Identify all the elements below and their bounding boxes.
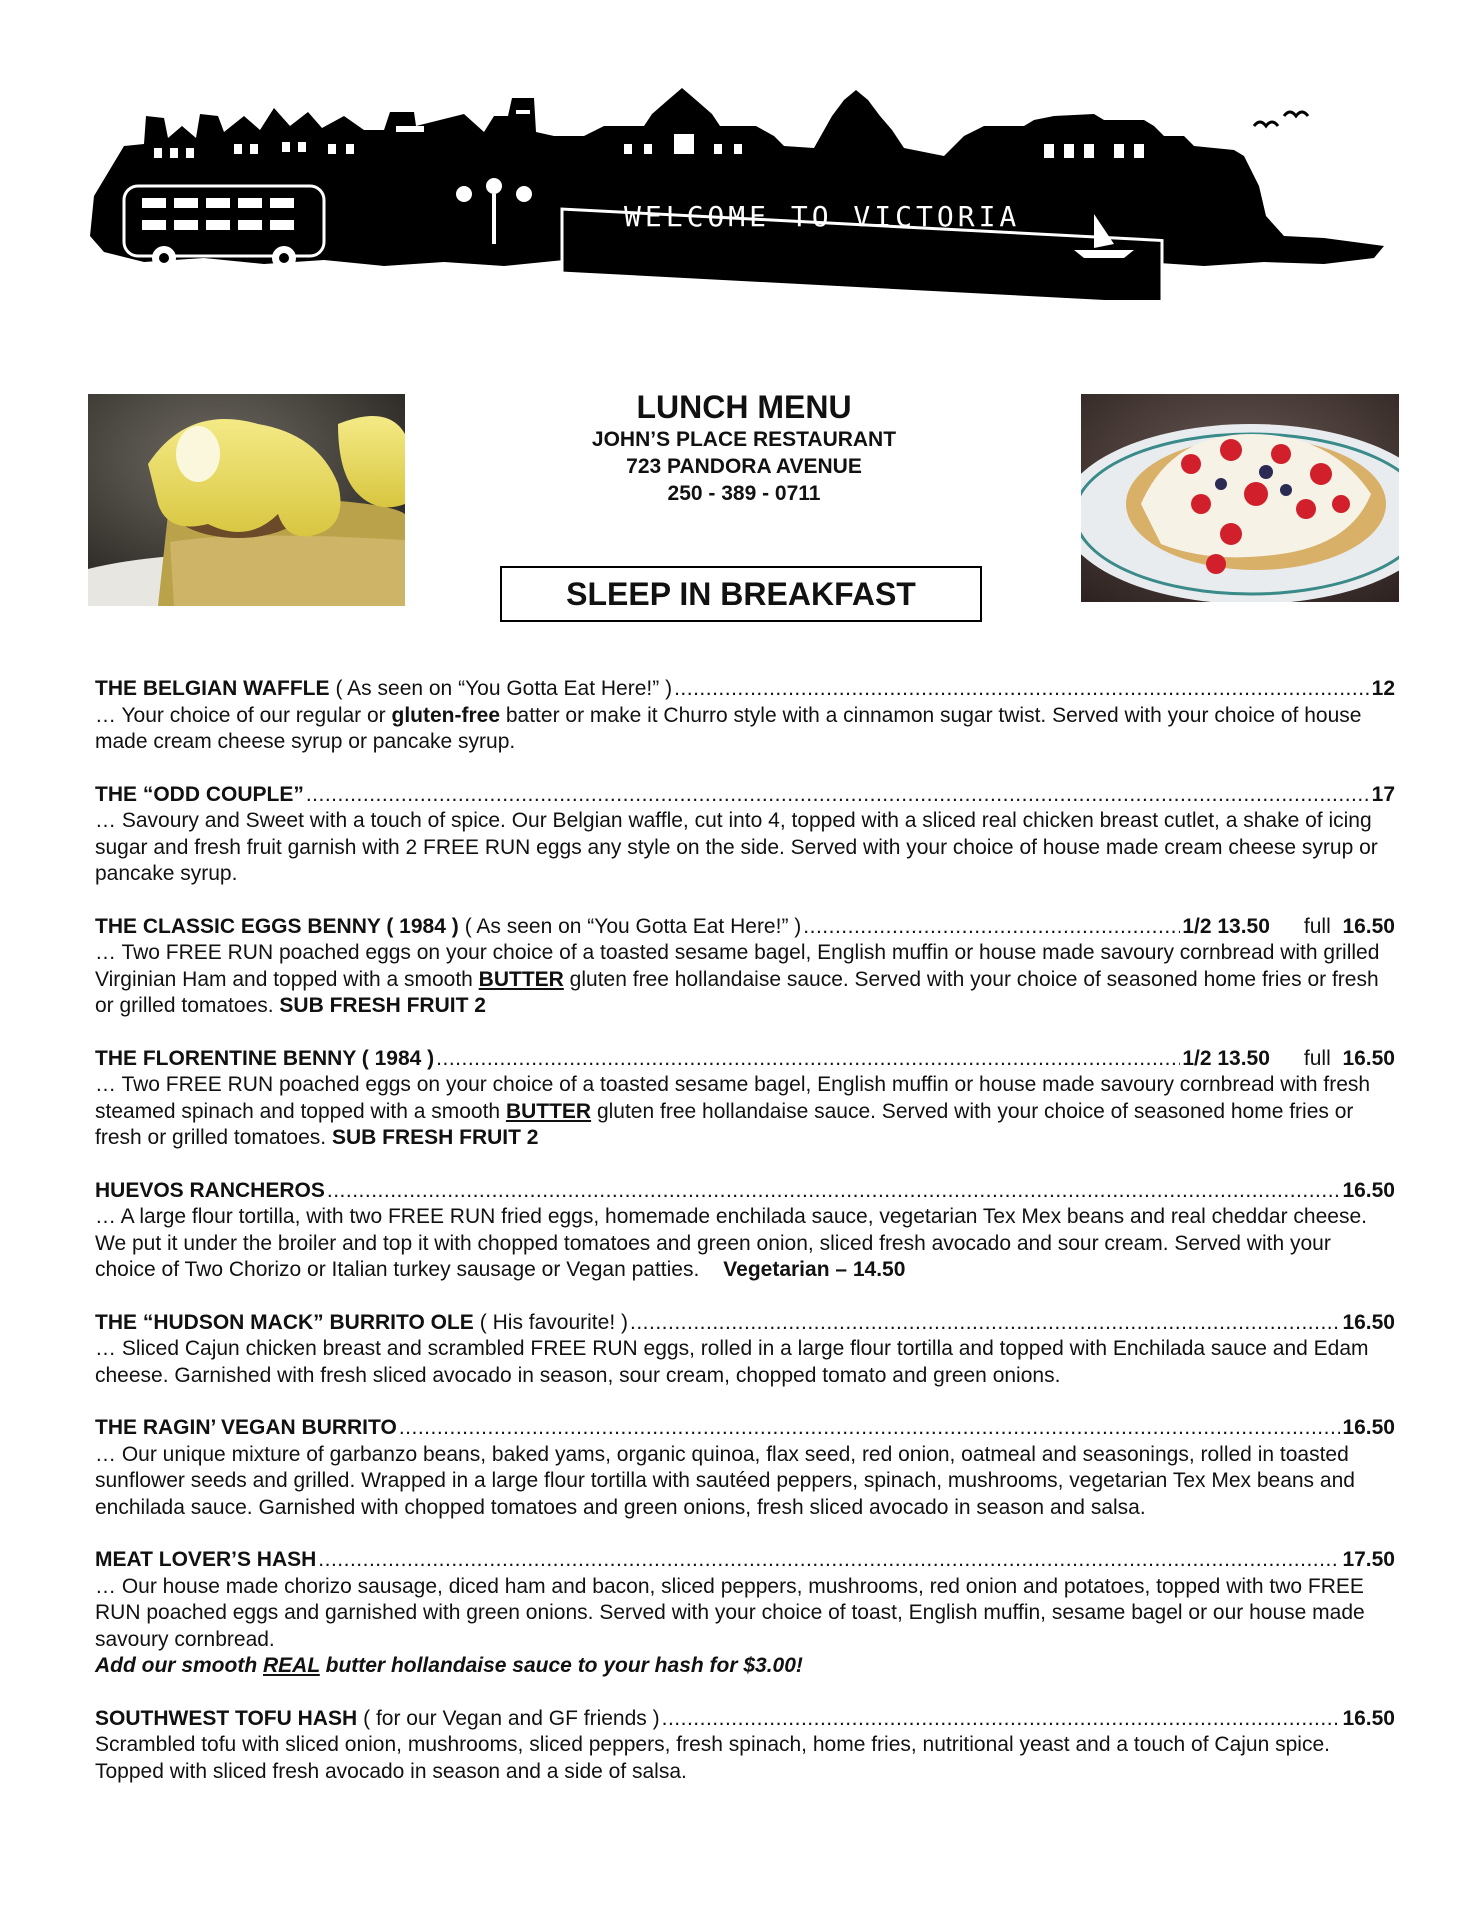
leader-dots <box>318 1547 1340 1574</box>
leader-dots <box>662 1706 1341 1733</box>
item-name: THE RAGIN’ VEGAN BURRITO <box>95 1416 397 1439</box>
leader-dots <box>436 1046 1180 1073</box>
item-price-full: 16.50 <box>1342 914 1395 938</box>
item-name: THE BELGIAN WAFFLE <box>95 677 330 700</box>
hollandaise-addon-note: Add our smooth REAL butter hollandaise sauce to your hash for $3.00! <box>95 1654 803 1677</box>
menu-items-list <box>95 676 1395 1811</box>
menu-item <box>95 1046 1395 1152</box>
leader-dots <box>306 782 1370 809</box>
item-name: SOUTHWEST TOFU HASH <box>95 1706 358 1730</box>
leader-dots <box>674 676 1370 703</box>
item-note: ( His favourite! ) <box>479 1310 628 1334</box>
item-description: … Two FREE RUN poached eggs on your choice of a toasted sesame bagel, English muffin or house made savoury cornbread with fresh steamed spinach and topped with a smooth BUTTER gluten free hollandaise sauce. Served with your choice of seasoned home fries or fresh or grilled tomatoes. SUB FRESH FRUIT 2 <box>95 1073 1371 1149</box>
vegetarian-price: Vegetarian – 14.50 <box>723 1258 906 1281</box>
item-name: HUEVOS RANCHEROS <box>95 1178 325 1202</box>
restaurant-phone: 250 - 389 - 0711 <box>667 482 821 505</box>
restaurant-address: 723 PANDORA AVENUE <box>626 455 862 478</box>
birds-icon <box>1254 112 1308 126</box>
item-description: … Two FREE RUN poached eggs on your choice of a toasted sesame bagel, English muffin or house made savoury cornbread with grilled Virginian Ham and topped with a smooth BUTTER gluten free hollandaise sauce. Served with your choice of seasoned home fries or fresh or grilled tomatoes. SUB FRESH FRUIT 2 <box>95 941 1380 1017</box>
item-full-label: full <box>1303 914 1331 938</box>
menu-item <box>95 1547 1395 1680</box>
item-price: 16.50 <box>1342 1310 1395 1334</box>
item-price: 16.50 <box>1342 1416 1395 1439</box>
sub-fruit-note: SUB FRESH FRUIT 2 <box>279 994 486 1017</box>
item-name: THE “ODD COUPLE” <box>95 782 304 806</box>
leader-dots <box>803 914 1180 941</box>
menu-item <box>95 914 1395 1020</box>
item-note: ( As seen on “You Gotta Eat Here!” ) <box>335 677 673 700</box>
item-description: Scrambled tofu with sliced onion, mushrooms, sliced peppers, fresh spinach, home fries, nutritional yeast and a touch of Cajun spice. Topped with sliced fresh avocado in season and a side of salsa. <box>95 1733 1330 1783</box>
menu-title: LUNCH MENU <box>636 389 852 425</box>
item-note: ( As seen on “You Gotta Eat Here!” ) <box>464 914 802 938</box>
item-description: … Our unique mixture of garbanzo beans, baked yams, organic quinoa, flax seed, red onion, oatmeal and seasonings, rolled in toasted sunflower seeds and grilled. Wrapped in a large flour tortilla with sautéed peppers, spinach, mushrooms, vegetarian Tex Mex beans and enchilada sauce. Garnished with chopped tomatoes and green onions, fresh sliced avocado in season and salsa. <box>95 1442 1355 1519</box>
item-description: … Our house made chorizo sausage, diced ham and bacon, sliced peppers, mushrooms, red onion and potatoes, topped with two FREE RUN poached eggs and garnished with green onions. Served with your choice of toast, English muffin, sesame bagel or our house made savoury cornbread. <box>95 1574 1365 1651</box>
section-title-box: SLEEP IN BREAKFAST <box>500 566 982 622</box>
menu-item <box>95 1415 1395 1521</box>
welcome-text: WELCOME TO VICTORIA <box>624 200 1021 233</box>
item-price: 16.50 <box>1342 1706 1395 1730</box>
item-price-half: 1/2 13.50 <box>1182 914 1270 938</box>
item-price: 17 <box>1371 782 1395 806</box>
item-full-label: full <box>1303 1046 1331 1070</box>
sub-fruit-note: SUB FRESH FRUIT 2 <box>331 1126 539 1149</box>
item-description: … Savoury and Sweet with a touch of spice. Our Belgian waffle, cut into 4, topped with a sliced real chicken breast cutlet, a shake of icing sugar and fresh fruit garnish with 2 FREE RUN eggs any style on the side. Served with your choice of house made cream cheese syrup or pancake syrup. <box>95 809 1378 885</box>
item-name: THE “HUDSON MACK” BURRITO OLE <box>95 1310 474 1334</box>
item-price: 16.50 <box>1342 1178 1395 1202</box>
item-name: THE CLASSIC EGGS BENNY ( 1984 ) <box>95 914 459 938</box>
eggs-benny-photo <box>88 394 405 606</box>
menu-item <box>95 1706 1395 1786</box>
item-price: 17.50 <box>1342 1548 1395 1571</box>
restaurant-name: JOHN’S PLACE RESTAURANT <box>591 428 897 451</box>
item-price-full: 16.50 <box>1342 1046 1395 1070</box>
menu-item <box>95 782 1395 888</box>
leader-dots <box>327 1178 1341 1205</box>
double-decker-bus <box>124 186 324 270</box>
menu-item <box>95 1178 1395 1284</box>
item-description: … Your choice of our regular or gluten-free batter or make it Churro style with a cinnamon sugar twist. Served with your choice of house made cream cheese syrup or pancake syrup. <box>95 703 1362 753</box>
item-price-half: 1/2 13.50 <box>1182 1046 1270 1070</box>
item-description: … Sliced Cajun chicken breast and scrambled FREE RUN eggs, rolled in a large flour tortilla and topped with Enchilada sauce and Edam cheese. Garnished with fresh sliced avocado in season, sour cream, chopped tomato and green onions. <box>95 1337 1369 1387</box>
item-name: THE FLORENTINE BENNY ( 1984 ) <box>95 1046 435 1070</box>
item-note: ( for our Vegan and GF friends ) <box>363 1706 660 1730</box>
item-name: MEAT LOVER’S HASH <box>95 1548 317 1571</box>
item-price: 12 <box>1371 677 1395 700</box>
header-block <box>490 388 998 507</box>
menu-item <box>95 1310 1395 1390</box>
victoria-skyline-banner <box>84 86 1390 300</box>
item-description: … A large flour tortilla, with two FREE RUN fried eggs, homemade enchilada sauce, vegetarian Tex Mex beans and real cheddar cheese. We put it under the broiler and top it with chopped tomatoes and green onion, sliced fresh avocado and sour cream. Served with your choice of Two Chorizo or Italian turkey sausage or Vegan patties. Vegetarian – 14.50 <box>95 1205 1367 1281</box>
belgian-waffle-photo <box>1081 394 1399 602</box>
leader-dots <box>630 1310 1340 1337</box>
leader-dots <box>399 1415 1341 1442</box>
menu-item <box>95 676 1395 756</box>
